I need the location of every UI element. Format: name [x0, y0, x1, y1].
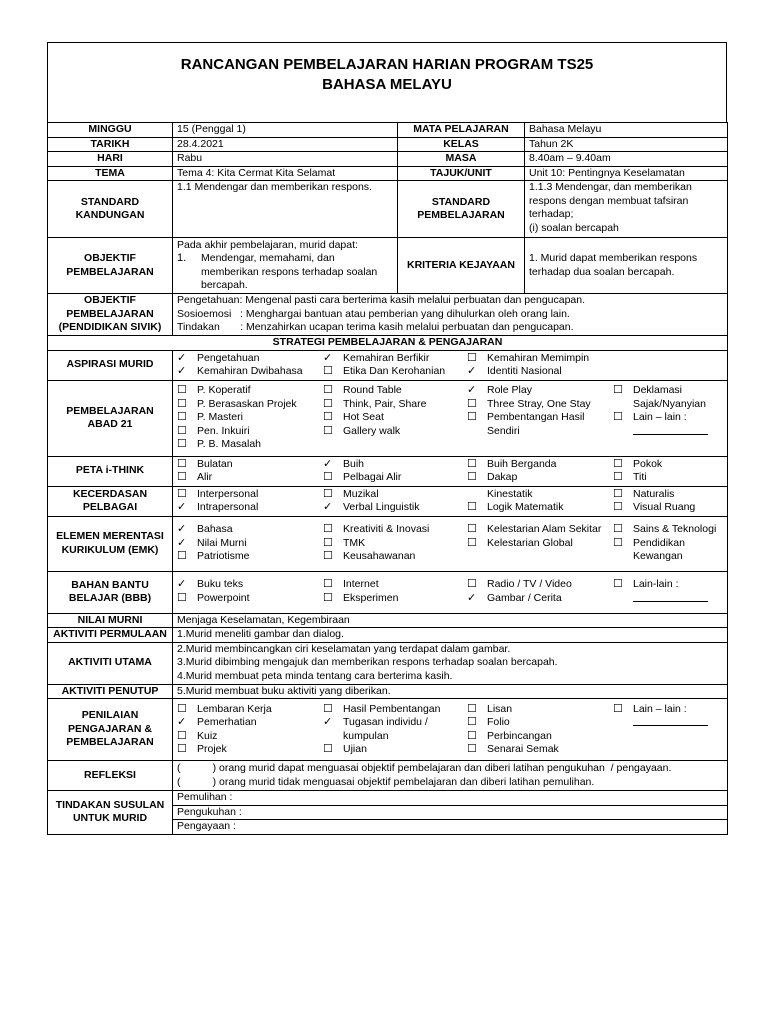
option-column: [613, 384, 723, 452]
checkbox-icon[interactable]: ☐: [323, 578, 333, 590]
strategi-header: STRATEGI PEMBELAJARAN & PENGAJARAN: [48, 336, 728, 351]
option-item[interactable]: [613, 488, 723, 502]
option-item[interactable]: [323, 471, 467, 485]
option-item[interactable]: [177, 523, 323, 537]
option-item[interactable]: [323, 411, 467, 425]
sivik-pengetahuan: Pengetahuan: Mengenal pasti cara berterima kasih melalui perbuatan dan pengucapan.: [177, 294, 586, 307]
option-label: Kuiz: [197, 729, 218, 742]
sk-label: STANDARD KANDUNGAN: [48, 181, 173, 238]
option-item[interactable]: [467, 365, 723, 379]
option-column: [467, 384, 613, 452]
option-column: [467, 488, 613, 515]
option-label: Three Stray, One Stay: [487, 397, 591, 410]
checkbox-icon[interactable]: ☐: [177, 397, 187, 410]
option-label: Pembentangan Hasil Sendiri: [487, 411, 585, 437]
checkbox-icon[interactable]: ☐: [467, 743, 477, 755]
checkbox-icon[interactable]: ☐: [613, 457, 623, 470]
checkmark-icon[interactable]: ✓: [177, 536, 187, 549]
option-label: Pendidikan Kewangan: [633, 536, 685, 563]
option-item[interactable]: [467, 578, 613, 592]
option-item[interactable]: [323, 550, 467, 564]
option-item[interactable]: [177, 730, 323, 744]
option-item[interactable]: [467, 537, 613, 551]
masa-label: MASA: [398, 152, 525, 167]
option-item[interactable]: [323, 523, 467, 537]
option-column: [467, 458, 613, 485]
option-item[interactable]: [323, 716, 467, 743]
option-item[interactable]: [467, 743, 613, 757]
refleksi-value: [173, 761, 728, 791]
option-item[interactable]: [613, 523, 723, 537]
option-item[interactable]: [177, 550, 323, 564]
checkbox-icon[interactable]: ☐: [467, 702, 477, 715]
penilaian-options: [173, 699, 728, 761]
option-label: Gambar / Cerita: [487, 591, 562, 604]
objektif-item: Mendengar, memahami, dan memberikan respons terhadap soalan bercapah.: [201, 252, 378, 291]
option-label: Deklamasi Sajak/Nyanyian: [633, 384, 706, 410]
option-label: Lisan: [487, 702, 513, 715]
tarikh-label: TARIKH: [48, 137, 173, 152]
option-label: Intrapersonal: [197, 501, 259, 513]
option-label: Kemahiran Dwibahasa: [197, 365, 303, 377]
option-item[interactable]: [613, 501, 723, 515]
option-item[interactable]: [467, 398, 613, 412]
nilai-label: NILAI MURNI: [48, 613, 173, 628]
option-label: Kemahiran Berfikir: [343, 351, 430, 364]
option-item[interactable]: [177, 743, 323, 757]
checkmark-icon[interactable]: ✓: [177, 501, 187, 513]
option-column: [467, 523, 613, 564]
option-label: Senarai Semak: [487, 743, 559, 755]
option-label: Identiti Nasional: [487, 365, 562, 377]
checkbox-icon[interactable]: ☐: [613, 501, 623, 513]
option-label: Radio / TV / Video: [487, 578, 572, 590]
option-column: [177, 523, 323, 564]
option-label: Nilai Murni: [197, 536, 247, 549]
option-label: Internet: [343, 578, 379, 590]
tema-label: TEMA: [48, 166, 173, 181]
option-label: Buih Berganda: [487, 457, 557, 470]
option-column: [323, 384, 467, 452]
permulaan-label: AKTIVITI PERMULAAN: [48, 628, 173, 643]
option-label: Pelbagai Alir: [343, 471, 402, 483]
checkmark-icon[interactable]: ✓: [323, 501, 333, 513]
option-item[interactable]: [467, 384, 613, 398]
option-item[interactable]: [467, 501, 613, 515]
option-item[interactable]: [177, 411, 323, 425]
kk-value: 1. Murid dapat memberikan respons terhadap dua soalan bercapah.: [525, 238, 728, 294]
tindakan-pengukuhan: Pengukuhan :: [173, 805, 728, 820]
option-label: Buih: [343, 457, 365, 470]
option-item[interactable]: [177, 352, 323, 366]
refleksi-line1: ( ) orang murid dapat menguasai objektif pembelajaran dan diberi latihan pengukuhan / pengayaan.: [177, 762, 672, 774]
option-item[interactable]: [467, 411, 613, 438]
option-item[interactable]: [467, 523, 613, 537]
option-item[interactable]: [613, 537, 723, 564]
option-label: Role Play: [487, 384, 532, 397]
tajuk-label: TAJUK/UNIT: [398, 166, 525, 181]
checkbox-icon[interactable]: ☐: [177, 702, 187, 715]
option-item[interactable]: [323, 365, 467, 379]
option-label: Gallery walk: [343, 424, 401, 437]
option-label: TMK: [343, 536, 366, 549]
option-label: Round Table: [343, 384, 402, 397]
checkbox-icon[interactable]: ☐: [323, 411, 333, 424]
option-label: Kinestatik: [487, 487, 533, 500]
option-item[interactable]: [467, 352, 723, 366]
checkbox-icon[interactable]: ☐: [323, 702, 333, 715]
option-label: Kemahiran Memimpin: [487, 351, 590, 364]
option-item[interactable]: [323, 352, 467, 366]
checkbox-icon[interactable]: ☐: [177, 487, 187, 500]
kelas-value: Tahun 2K: [525, 137, 728, 152]
objektif-label: OBJEKTIF PEMBELAJARAN: [48, 238, 173, 294]
option-item[interactable]: [177, 578, 323, 592]
checkbox-icon[interactable]: ☐: [177, 424, 187, 437]
option-item[interactable]: [177, 398, 323, 412]
option-column: [613, 578, 723, 606]
option-label: Hasil Pembentangan: [343, 702, 441, 715]
option-label: Kreativiti & Inovasi: [343, 523, 430, 536]
option-label: Pemerhatian: [197, 716, 257, 728]
option-item[interactable]: [613, 384, 723, 411]
option-item[interactable]: [177, 703, 323, 717]
checkbox-icon[interactable]: ☐: [177, 743, 187, 755]
tema-value: Tema 4: Kita Cermat Kita Selamat: [173, 166, 398, 181]
sivik-tindakan: Tindakan : Menzahirkan ucapan terima kasih melalui perbuatan dan pengucapan.: [177, 321, 574, 334]
option-label: Bulatan: [197, 457, 233, 470]
option-column: [467, 703, 613, 757]
title-box: [47, 42, 727, 122]
option-item[interactable]: [177, 384, 323, 398]
aspirasi-label: ASPIRASI MURID: [48, 350, 173, 380]
sivik-sosioemosi: Sosioemosi : Menghargai bantuan atau pemberian yang dihulurkan oleh orang lain.: [177, 307, 570, 320]
utama-line3: 4.Murid membuat peta minda tentang cara berterima kasih.: [177, 669, 453, 682]
option-label: Muzikal: [343, 487, 379, 500]
option-column: [613, 523, 723, 564]
option-item[interactable]: [467, 458, 613, 472]
utama-line2: 3.Murid dibimbing mengajuk dan memberikan respons terhadap soalan bercapah.: [177, 656, 558, 669]
checkbox-icon[interactable]: ☐: [613, 471, 623, 483]
checkbox-icon[interactable]: ☐: [323, 365, 333, 377]
option-column: [613, 488, 723, 515]
option-label: P. B. Masalah: [197, 438, 262, 451]
tajuk-value: Unit 10: Pentingnya Keselamatan: [525, 166, 728, 181]
option-item[interactable]: [467, 730, 613, 744]
checkbox-icon[interactable]: ☐: [467, 411, 477, 424]
option-column: [323, 488, 467, 515]
option-label: Visual Ruang: [633, 501, 696, 513]
refleksi-line2: ( ) orang murid tidak menguasai objektif pembelajaran dan diberi latihan pemulihan.: [177, 775, 595, 788]
option-column: [177, 578, 323, 606]
checkmark-icon[interactable]: ✓: [177, 523, 187, 536]
checkbox-icon[interactable]: ☐: [613, 702, 623, 715]
checkbox-icon[interactable]: ☐: [467, 501, 477, 513]
checkbox-icon[interactable]: ☐: [323, 743, 333, 755]
option-column: [177, 488, 323, 515]
option-label: Lain – lain :: [633, 702, 687, 715]
option-column: [177, 384, 323, 452]
option-item[interactable]: [323, 578, 467, 592]
penutup-label: AKTIVITI PENUTUP: [48, 684, 173, 699]
minggu-label: MINGGU: [48, 123, 173, 138]
option-column: [467, 578, 613, 606]
option-label: Pen. Inkuiri: [197, 424, 250, 437]
option-label: P. Koperatif: [197, 384, 251, 397]
option-label: Perbincangan: [487, 729, 552, 742]
option-item[interactable]: [613, 578, 723, 592]
sp-label: STANDARD PEMBELAJARAN: [398, 181, 525, 238]
option-column: [323, 578, 467, 606]
checkmark-icon[interactable]: ✓: [177, 716, 187, 728]
nilai-value: Menjaga Keselamatan, Kegembiraan: [173, 613, 728, 628]
option-column: [323, 458, 467, 485]
option-label: Lembaran Kerja: [197, 702, 272, 715]
option-item[interactable]: [467, 716, 613, 730]
option-label: Dakap: [487, 471, 518, 483]
option-column: [323, 703, 467, 757]
emk-label: ELEMEN MERENTASI KURIKULUM (EMK): [48, 516, 173, 571]
option-column: [467, 352, 723, 379]
checkbox-icon[interactable]: ☐: [613, 523, 623, 536]
option-label: Patriotisme: [197, 550, 250, 563]
checkbox-icon[interactable]: ☐: [613, 578, 623, 590]
option-label: Ujian: [343, 743, 367, 755]
option-label: Pokok: [633, 457, 663, 470]
option-column: [613, 703, 723, 757]
utama-value: [173, 642, 728, 684]
sivik-label: OBJEKTIF PEMBELAJARAN (PENDIDIKAN SIVIK): [48, 294, 173, 336]
checkmark-icon[interactable]: ✓: [177, 578, 187, 590]
emk-options: [173, 516, 728, 571]
aspirasi-options: [173, 350, 728, 380]
lesson-plan-table: [47, 122, 728, 835]
checkbox-icon[interactable]: ☐: [613, 487, 623, 500]
option-item[interactable]: [177, 537, 323, 551]
checkbox-icon[interactable]: ☐: [323, 536, 333, 549]
mata-label: MATA PELAJARAN: [398, 123, 525, 138]
option-item[interactable]: [177, 471, 323, 485]
checkmark-icon[interactable]: ✓: [323, 457, 333, 470]
abad21-options: [173, 380, 728, 456]
checkbox-icon[interactable]: ☐: [613, 384, 623, 397]
penilaian-label: PENILAIAN PENGAJARAN & PEMBELAJARAN: [48, 699, 173, 761]
checkbox-icon[interactable]: ☐: [323, 471, 333, 483]
option-item[interactable]: [177, 438, 323, 452]
tindakan-pemulihan: Pemulihan :: [173, 791, 728, 806]
option-item[interactable]: [467, 488, 613, 502]
fill-in-line[interactable]: [613, 716, 723, 731]
checkmark-icon[interactable]: ✓: [467, 384, 477, 397]
checkbox-icon[interactable]: ☐: [177, 457, 187, 470]
option-column: [323, 523, 467, 564]
option-label: Tugasan individu / kumpulan: [343, 716, 428, 742]
checkbox-icon[interactable]: ☐: [177, 471, 187, 483]
checkbox-icon[interactable]: ☐: [323, 591, 333, 604]
doc-title: RANCANGAN PEMBELAJARAN HARIAN PROGRAM TS25: [180, 56, 594, 73]
ithink-options: [173, 456, 728, 486]
checkbox-icon[interactable]: ☐: [323, 523, 333, 536]
checkbox-icon[interactable]: ☐: [467, 536, 477, 549]
checkmark-icon[interactable]: ✓: [177, 365, 187, 377]
checkbox-icon[interactable]: ☐: [177, 729, 187, 742]
hari-label: HARI: [48, 152, 173, 167]
tindakan-pengayaan: Pengayaan :: [173, 820, 728, 835]
fill-in-line[interactable]: [613, 592, 723, 607]
abad21-label: PEMBELAJARAN ABAD 21: [48, 380, 173, 456]
option-item[interactable]: [323, 743, 467, 757]
checkbox-icon[interactable]: ☐: [467, 729, 477, 742]
option-item[interactable]: [177, 716, 323, 730]
option-label: Interpersonal: [197, 487, 259, 500]
sp-line1: 1.1.3 Mendengar, dan memberikan respons dengan membuat tafsiran terhadap;: [529, 181, 692, 220]
bbb-label: BAHAN BANTU BELAJAR (BBB): [48, 571, 173, 613]
option-label: P. Berasaskan Projek: [197, 397, 297, 410]
checkbox-icon[interactable]: ☐: [323, 424, 333, 437]
checkbox-icon[interactable]: ☐: [467, 716, 477, 728]
option-label: Titi: [633, 471, 647, 483]
checkbox-icon[interactable]: ☐: [613, 411, 623, 424]
option-item[interactable]: [613, 703, 723, 717]
checkbox-icon[interactable]: ☐: [177, 438, 187, 451]
checkbox-icon[interactable]: ☐: [177, 591, 187, 604]
checkmark-icon[interactable]: ✓: [323, 351, 333, 364]
option-item[interactable]: [323, 425, 467, 439]
option-label: Folio: [487, 716, 510, 728]
option-item[interactable]: [323, 384, 467, 398]
option-item[interactable]: [613, 458, 723, 472]
option-label: Sains & Teknologi: [633, 523, 717, 536]
minggu-value: 15 (Penggal 1): [173, 123, 398, 138]
option-item[interactable]: [177, 592, 323, 606]
mata-value: Bahasa Melayu: [525, 123, 728, 138]
sivik-value: [173, 294, 728, 336]
option-label: Keusahawanan: [343, 550, 416, 563]
option-item[interactable]: [323, 488, 467, 502]
objektif-intro: Pada akhir pembelajaran, murid dapat:: [177, 238, 358, 251]
option-label: Etika Dan Kerohanian: [343, 365, 446, 377]
utama-line1: 2.Murid membincangkan ciri keselamatan yang terdapat dalam gambar.: [177, 642, 511, 655]
option-item[interactable]: [177, 501, 323, 515]
option-label: Kelestarian Alam Sekitar: [487, 523, 602, 536]
option-label: Hot Seat: [343, 411, 384, 424]
option-item[interactable]: [323, 501, 467, 515]
checkbox-icon[interactable]: ☐: [467, 471, 477, 483]
option-column: [177, 703, 323, 757]
option-label: Logik Matematik: [487, 501, 564, 513]
option-item[interactable]: [467, 703, 613, 717]
checkbox-icon[interactable]: ☐: [467, 578, 477, 590]
option-column: [613, 458, 723, 485]
checkbox-icon[interactable]: ☐: [613, 536, 623, 549]
penutup-value: 5.Murid membuat buku aktiviti yang diberikan.: [173, 684, 728, 699]
option-item[interactable]: [323, 703, 467, 717]
kelas-label: KELAS: [398, 137, 525, 152]
option-item[interactable]: [323, 398, 467, 412]
option-item[interactable]: [177, 365, 323, 379]
option-label: Eksperimen: [343, 591, 399, 604]
option-label: Powerpoint: [197, 591, 250, 604]
tindakan-label: TINDAKAN SUSULAN UNTUK MURID: [48, 791, 173, 835]
checkbox-icon[interactable]: ☐: [323, 397, 333, 410]
option-label: Think, Pair, Share: [343, 397, 427, 410]
sk-value: 1.1 Mendengar dan memberikan respons.: [173, 181, 398, 238]
masa-value: 8.40am – 9.40am: [525, 152, 728, 167]
option-item[interactable]: [613, 471, 723, 485]
checkbox-icon[interactable]: ☐: [323, 487, 333, 500]
checkbox-icon[interactable]: ☐: [467, 351, 477, 364]
objektif-value: Pada akhir pembelajaran, murid dapat: 1. Mendengar, memahami, dan memberikan respons terhadap soalan bercapah.: [173, 238, 398, 294]
option-label: P. Masteri: [197, 411, 243, 424]
option-label: Buku teks: [197, 578, 244, 590]
permulaan-value: 1.Murid meneliti gambar dan dialog.: [173, 628, 728, 643]
option-column: [323, 352, 467, 379]
doc-subtitle: BAHASA MELAYU: [322, 76, 452, 93]
option-label: Bahasa: [197, 523, 233, 536]
checkbox-icon[interactable]: ☐: [177, 411, 187, 424]
option-label: Pengetahuan: [197, 351, 260, 364]
bbb-options: [173, 571, 728, 613]
option-label: Lain-lain :: [633, 578, 679, 590]
option-column: [177, 458, 323, 485]
fill-in-line[interactable]: [613, 425, 723, 440]
checkmark-icon[interactable]: ✓: [177, 351, 187, 364]
option-label: Kelestarian Global: [487, 536, 573, 549]
option-item[interactable]: [323, 592, 467, 606]
checkbox-icon[interactable]: ☐: [467, 397, 477, 410]
kk-label: KRITERIA KEJAYAAN: [398, 238, 525, 294]
checkmark-icon[interactable]: ✓: [467, 591, 477, 604]
option-item[interactable]: [323, 458, 467, 472]
option-item[interactable]: [177, 458, 323, 472]
utama-label: AKTIVITI UTAMA: [48, 642, 173, 684]
sp-value: [525, 181, 728, 238]
option-label: Naturalis: [633, 487, 675, 500]
kecerdasan-options: [173, 486, 728, 516]
option-label: Alir: [197, 471, 213, 483]
option-item[interactable]: [467, 592, 613, 606]
option-item[interactable]: [613, 411, 723, 425]
option-label: Lain – lain :: [633, 411, 687, 424]
checkbox-icon[interactable]: ☐: [177, 550, 187, 563]
hari-value: Rabu: [173, 152, 398, 167]
option-label: Verbal Linguistik: [343, 501, 420, 513]
option-item[interactable]: [177, 425, 323, 439]
option-item[interactable]: [177, 488, 323, 502]
option-item[interactable]: [467, 471, 613, 485]
sp-line2: (i) soalan bercapah: [529, 221, 619, 234]
refleksi-label: REFLEKSI: [48, 761, 173, 791]
option-label: Projek: [197, 743, 227, 755]
tarikh-value: 28.4.2021: [173, 137, 398, 152]
checkmark-icon[interactable]: ✓: [323, 716, 333, 728]
option-item[interactable]: [323, 537, 467, 551]
checkbox-icon[interactable]: ☐: [177, 384, 187, 397]
option-column: [177, 352, 323, 379]
checkmark-icon[interactable]: ✓: [467, 365, 477, 377]
kecerdasan-label: KECERDASAN PELBAGAI: [48, 486, 173, 516]
checkbox-icon[interactable]: ☐: [323, 550, 333, 563]
checkbox-icon[interactable]: ☐: [323, 384, 333, 397]
checkbox-icon[interactable]: ☐: [467, 523, 477, 536]
checkbox-icon[interactable]: ☐: [467, 457, 477, 470]
ithink-label: PETA i-THINK: [48, 456, 173, 486]
